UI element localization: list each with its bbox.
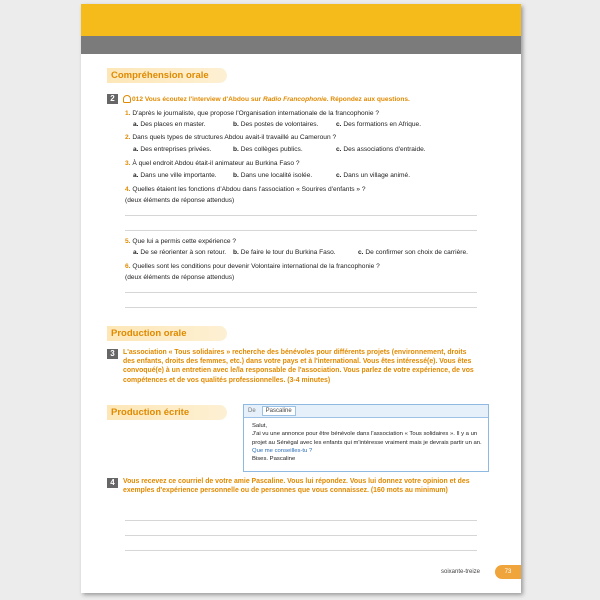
question-3: 3. À quel endroit Abdou était-il animateur au Burkina Faso ?	[125, 160, 300, 167]
q1-option-a[interactable]: a. Des places en master.	[133, 121, 206, 128]
question-6-note: (deux éléments de réponse attendus)	[125, 274, 235, 281]
answer-line[interactable]	[125, 520, 477, 521]
gray-band	[81, 36, 521, 54]
question-6: 6. Quelles sont les conditions pour devenir Volontaire international de la francophonie ?	[125, 263, 380, 270]
answer-line[interactable]	[125, 292, 477, 293]
q5-option-a[interactable]: a. De se réorienter à son retour.	[133, 249, 227, 256]
exercise-2-instruction: 012 Vous écoutez l'interview d'Abdou sur Radio Francophonie. Répondez aux questions.	[123, 95, 410, 104]
exercise-number-3: 3	[107, 349, 118, 359]
question-4-note: (deux éléments de réponse attendus)	[125, 197, 235, 204]
question-4: 4. Quelles étaient les fonctions d'Abdou dans l'association « Sourires d'enfants » ?	[125, 186, 366, 193]
q1-option-b[interactable]: b. Des postes de volontaires.	[233, 121, 319, 128]
answer-line[interactable]	[125, 550, 477, 551]
q5-option-b[interactable]: b. De faire le tour du Burkina Faso.	[233, 249, 336, 256]
email-window	[243, 404, 489, 472]
question-2: 2. Dans quels types de structures Abdou avait-il travaillé au Cameroun ?	[125, 134, 337, 141]
page-number: 73	[495, 565, 521, 579]
q3-option-b[interactable]: b. Dans une localité isolée.	[233, 172, 313, 179]
q2-option-c[interactable]: c. Des associations d'entraide.	[336, 146, 426, 153]
q2-option-b[interactable]: b. Des collèges publics.	[233, 146, 303, 153]
exercise-number-2: 2	[107, 94, 118, 104]
q3-option-a[interactable]: a. Dans une ville importante.	[133, 172, 217, 179]
answer-line[interactable]	[125, 535, 477, 536]
email-from-field: Pascaline	[262, 406, 296, 416]
top-banner	[81, 4, 521, 36]
q3-option-c[interactable]: c. Dans un village animé.	[336, 172, 411, 179]
answer-line[interactable]	[125, 215, 477, 216]
audio-icon	[123, 95, 131, 103]
exercise-number-4: 4	[107, 478, 118, 488]
section-title-production-ecrite: Production écrite	[107, 405, 227, 420]
email-header: De Pascaline	[244, 405, 488, 418]
exercise-3-text: L'association « Tous solidaires » recherche des bénévoles pour différents projets (environnement, droits des enfants, droits des femmes, etc.) dans votre pays et à l'international. Vous êtes intéressé(e). Vous êtes convoqué(e) à un entretien avec le/la responsable de l'association. Vous parlez de votre expérience, de vos compétences et de vos qualités professionnelles. (3-4 minutes)	[123, 349, 474, 384]
question-5: 5. Que lui a permis cette expérience ?	[125, 238, 237, 245]
answer-line[interactable]	[125, 230, 477, 231]
q5-option-c[interactable]: c. De confirmer son choix de carrière.	[358, 249, 468, 256]
q1-option-c[interactable]: c. Des formations en Afrique.	[336, 121, 422, 128]
workbook-page	[81, 4, 521, 593]
answer-line[interactable]	[125, 307, 477, 308]
exercise-4-text: Vous recevez ce courriel de votre amie Pascaline. Vous lui répondez. Vous lui donnez votre opinion et des exemples d'expérience personnelle ou de personnes que vous connaissez. (160 mots au minimum)	[123, 478, 470, 495]
question-1: 1. D'après le journaliste, que propose l'Organisation internationale de la francophonie ?	[125, 110, 379, 117]
email-body: Salut, J'ai vu une annonce pour être bénévole dans l'association « Tous solidaires ». Il y a un projet au Sénégal avec les enfants qui m'intéresse vraiment mais je devrais partir un an. Que me conseilles-tu ? Bises. Pascaline	[252, 423, 482, 463]
section-title-production-orale: Production orale	[107, 326, 227, 341]
q2-option-a[interactable]: a. Des entreprises privées.	[133, 146, 212, 153]
page-label: soixante-treize	[441, 569, 481, 575]
section-title-comprehension: Compréhension orale	[107, 68, 227, 83]
